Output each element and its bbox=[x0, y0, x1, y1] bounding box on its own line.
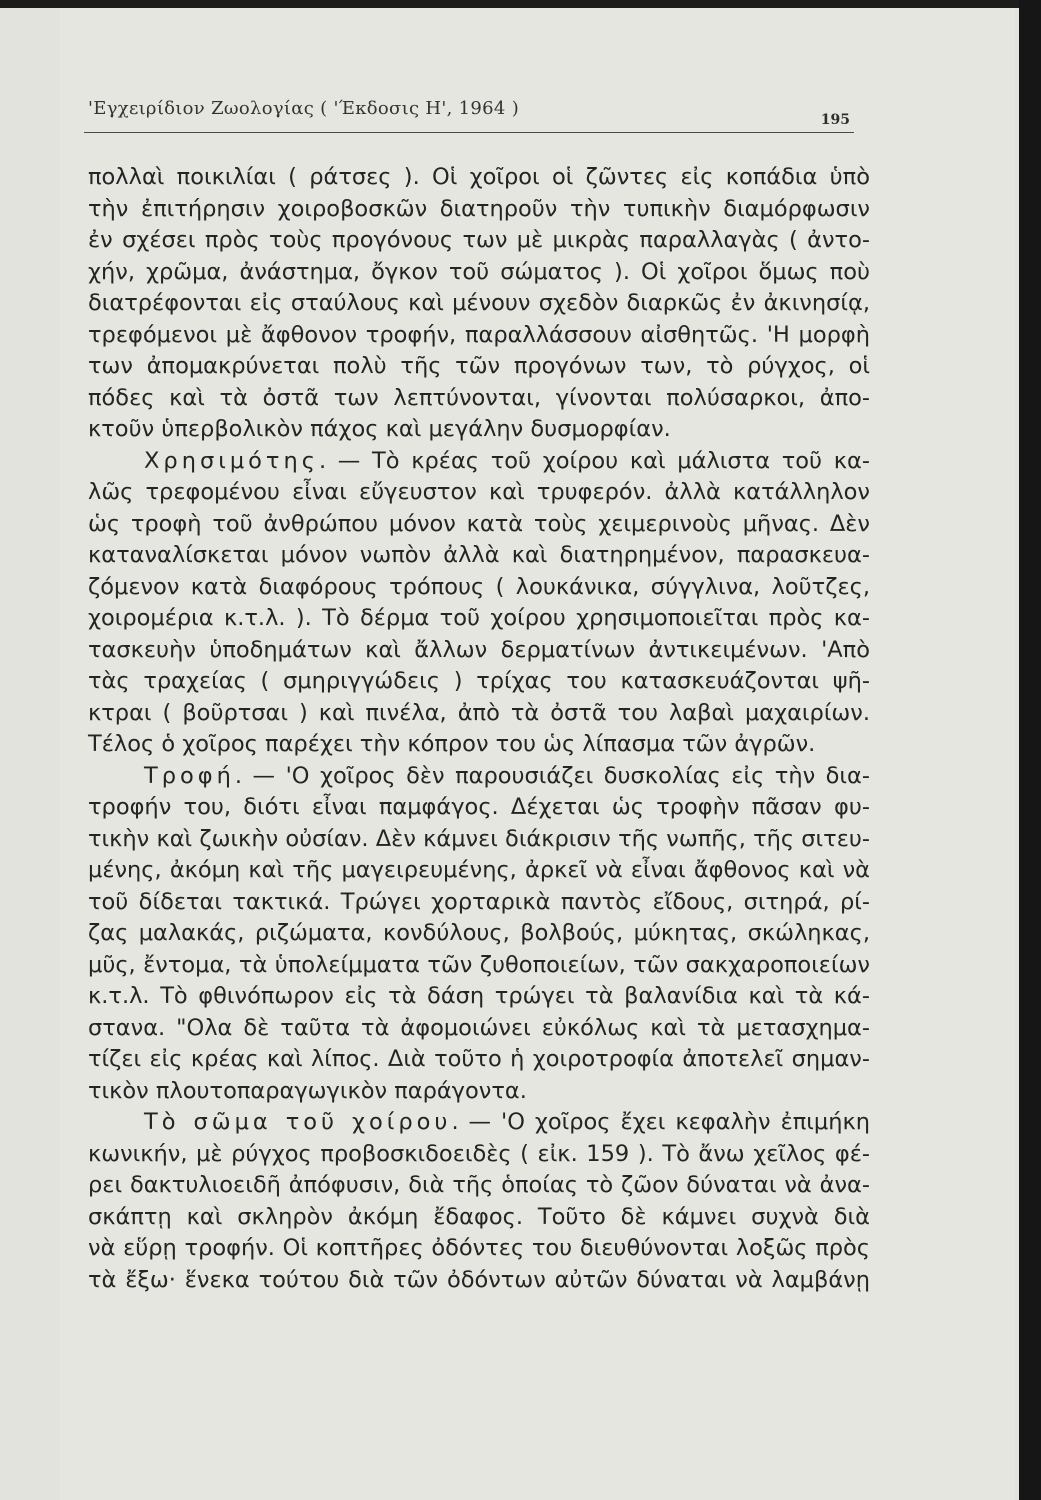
text-line: κτραι ( βοῦρτσαι ) καὶ πινέλα, ἀπὸ τὰ ὀστᾶ του λαβαὶ μαχαιρίων. bbox=[88, 699, 870, 726]
text-line: κωνικήν, μὲ ρύγχος προβοσκιδοειδὲς ( εἰκ. 159 ). Τὸ ἄνω χεῖλος φέ- bbox=[88, 1140, 870, 1167]
text-line: ζόμενον κατὰ διαφόρους τρόπους ( λουκάνικα, σύγγλινα, λοῦτζες, bbox=[88, 573, 870, 600]
running-head-title: 'Εγχειρίδιον Ζωολογίας ( 'Έκδοσις Η', 1964 ) bbox=[88, 98, 520, 119]
section-first-line bbox=[88, 761, 870, 793]
page-number: 195 bbox=[820, 112, 850, 128]
text-line: των ἀπομακρύνεται πολὺ τῆς τῶν προγόνων των, τὸ ρύγχος, οἱ bbox=[88, 353, 870, 379]
text-line: Τέλος ὁ χοῖρος παρέχει τὴν κόπρον του ὡς λίπασμα τῶν ἀγρῶν. bbox=[88, 731, 816, 757]
text-line: τίζει εἰς κρέας καὶ λίπος. Διὰ τοῦτο ἡ χοιροτροφία ἀποτελεῖ σημαν- bbox=[88, 1046, 870, 1072]
section-first-line bbox=[88, 446, 870, 478]
text-line: πόδες καὶ τὰ ὀστᾶ των λεπτύνονται, γίνονται πολύσαρκοι, ἀπο- bbox=[88, 384, 870, 411]
text-line: τοῦ δίδεται τακτικά. Τρώγει χορταρικὰ παντὸς εἴδους, σιτηρά, ρί- bbox=[88, 888, 870, 915]
text-line-segment: . — 'Ο χοῖρος δὲν παρουσιάζει δυσκολίας εἰς τὴν δια- bbox=[234, 762, 870, 789]
text-line: τὴν ἐπιτήρησιν χοιροβοσκῶν διατηροῦν τὴν τυπικὴν διαμόρφωσιν bbox=[88, 195, 870, 222]
text-line: τὰς τραχείας ( σμηριγγώδεις ) τρίχας του κατασκευάζονται ψῆ- bbox=[88, 668, 870, 694]
scan-top-border bbox=[0, 0, 1041, 8]
scan-right-border bbox=[1019, 0, 1041, 1500]
text-line: πολλαὶ ποικιλίαι ( ράτσες ). Οἱ χοῖροι οἱ ζῶντες εἰς κοπάδια ὑπὸ bbox=[88, 164, 870, 190]
running-head bbox=[84, 92, 854, 133]
text-line: μένης, ἀκόμη καὶ τῆς μαγειρευμένης, ἀρκεῖ νὰ εἶναι ἄφθονος καὶ νὰ bbox=[88, 857, 870, 883]
text-line: κτοῦν ὑπερβολικὸν πάχος καὶ μεγάλην δυσμορφίαν. bbox=[88, 416, 671, 442]
text-line: ἐν σχέσει πρὸς τοὺς προγόνους των μὲ μικρὰς παραλλαγὰς ( ἀντο- bbox=[88, 227, 870, 253]
body-text bbox=[88, 162, 870, 1296]
section-heading-chrisimotis: Χρησιμότης bbox=[144, 447, 319, 474]
text-line: τὰ ἔξω· ἕνεκα τούτου διὰ τῶν ὀδόντων αὐτῶν δύναται νὰ λαμβάνῃ bbox=[88, 1266, 870, 1293]
text-line: στανα. "Ολα δὲ ταῦτα τὰ ἀφομοιώνει εὐκόλως καὶ τὰ μετασχημα- bbox=[88, 1014, 870, 1041]
text-line: τρεφόμενοι μὲ ἄφθονον τροφήν, παραλλάσσουν αἰσθητῶς. 'Η μορφὴ bbox=[88, 321, 870, 348]
text-line: λῶς τρεφομένου εἶναι εὔγευστον καὶ τρυφερόν. ἀλλὰ κατάλληλον bbox=[88, 479, 870, 505]
text-line: κ.τ.λ. Τὸ φθινόπωρον εἰς τὰ δάση τρώγει τὰ βαλανίδια καὶ τὰ κά- bbox=[88, 983, 870, 1009]
text-line: ρει δακτυλιοειδῆ ἀπόφυσιν, διὰ τῆς ὁποίας τὸ ζῶον δύναται νὰ ἀνα- bbox=[88, 1172, 870, 1198]
text-line: ζας μαλακάς, ριζώματα, κονδύλους, βολβούς, μύκητας, σκώληκας, bbox=[88, 920, 870, 946]
text-line: χήν, χρῶμα, ἀνάστημα, ὄγκον τοῦ σώματος ). Οἱ χοῖροι ὅμως ποὺ bbox=[88, 258, 870, 285]
section-first-line bbox=[88, 1107, 870, 1139]
section-heading-soma: Τὸ σῶμα τοῦ χοίρου bbox=[144, 1109, 452, 1135]
text-line: τασκευὴν ὑποδημάτων καὶ ἄλλων δερματίνων ἀντικειμένων. 'Απὸ bbox=[88, 636, 870, 663]
text-line-segment: . — 'Ο χοῖρος ἔχει κεφαλὴν ἐπιμήκη bbox=[451, 1109, 870, 1135]
text-line: τροφήν του, διότι εἶναι παμφάγος. Δέχεται ὡς τροφὴν πᾶσαν φυ- bbox=[88, 794, 870, 820]
text-line: χοιρομέρια κ.τ.λ. ). Τὸ δέρμα τοῦ χοίρου χρησιμοποιεῖται πρὸς κα- bbox=[88, 605, 870, 631]
text-line: νὰ εὕρῃ τροφήν. Οἱ κοπτῆρες ὀδόντες του διευθύνονται λοξῶς πρὸς bbox=[88, 1235, 870, 1261]
text-line: διατρέφονται εἰς σταύλους καὶ μένουν σχεδὸν διαρκῶς ἐν ἀκινησίᾳ, bbox=[88, 290, 870, 316]
text-line-segment: . — Τὸ κρέας τοῦ χοίρου καὶ μάλιστα τοῦ κα- bbox=[318, 447, 870, 474]
text-line: τικὴν καὶ ζωικὴν οὐσίαν. Δὲν κάμνει διάκρισιν τῆς νωπῆς, τῆς σιτευ- bbox=[88, 825, 870, 852]
text-line: ὡς τροφὴ τοῦ ἀνθρώπου μόνον κατὰ τοὺς χειμερινοὺς μῆνας. Δὲν bbox=[88, 510, 870, 537]
text-line: σκάπτῃ καὶ σκληρὸν ἀκόμη ἔδαφος. Τοῦτο δὲ κάμνει συχνὰ διὰ bbox=[88, 1203, 870, 1230]
text-line: μῦς, ἔντομα, τὰ ὑπολείμματα τῶν ζυθοποιείων, τῶν σακχαροποιείων bbox=[88, 951, 870, 978]
text-line: καταναλίσκεται μόνον νωπὸν ἀλλὰ καὶ διατηρημένον, παρασκευα- bbox=[88, 542, 870, 568]
text-line: τικὸν πλουτοπαραγωγικὸν παράγοντα. bbox=[88, 1077, 527, 1104]
section-heading-trofi: Τροφή bbox=[144, 762, 235, 789]
